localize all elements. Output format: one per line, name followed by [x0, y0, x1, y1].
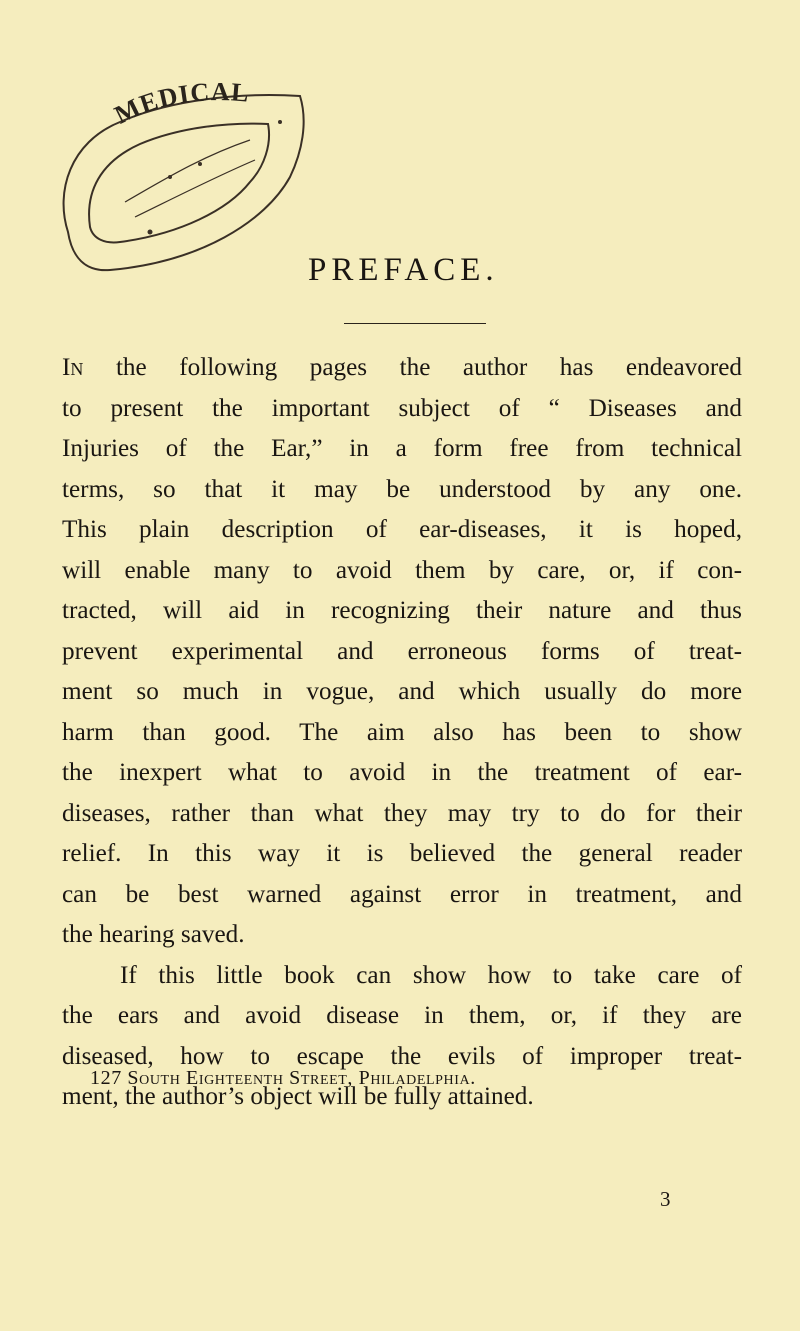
paragraph-1 [62, 348, 742, 956]
opening-word: In [62, 354, 84, 381]
paragraph-line: ment so much in vogue, and which usually do more [62, 678, 742, 705]
paragraph-line: can be best warned against error in treatment, and [62, 880, 742, 908]
paragraph-line: to present the important subject of “ Diseases and [62, 394, 742, 422]
paragraph-line: ment, the author’s object will be fully attained. [62, 1083, 534, 1110]
paragraph-line: the inexpert what to avoid in the treatment of ear- [62, 759, 742, 786]
library-stamp-icon [50, 82, 312, 282]
paragraph-line: will enable many to avoid them by care, or, if con- [62, 556, 742, 584]
paragraph-line: diseased, how to escape the evils of improper treat- [62, 1042, 742, 1070]
paragraph-line: Injuries of the Ear,” in a form free from technical [62, 435, 742, 462]
svg-text:MEDICAL [110, 82, 251, 130]
preface-body [62, 348, 742, 1118]
author-address: 127 South Eighteenth Street, Philadelphia. [90, 1067, 476, 1089]
paragraph-2 [62, 956, 742, 1118]
stamp-text: MEDICAL [109, 82, 251, 130]
paragraph-line: the hearing saved. [62, 921, 245, 948]
paragraph-line: the ears and avoid disease in them, or, if they are [62, 1002, 742, 1029]
paragraph-line: diseases, rather than what they may try to do for their [62, 799, 742, 827]
title-rule [344, 323, 486, 324]
paragraph-line: tracted, will aid in recognizing their nature and thus [62, 597, 742, 624]
paragraph-line: relief. In this way it is believed the general reader [62, 840, 742, 867]
paragraph-line: In the following pages the author has endeavored [62, 354, 742, 381]
paragraph-line: harm than good. The aim also has been to show [62, 718, 742, 746]
paragraph-line: If this little book can show how to take care of [120, 961, 742, 989]
page-number: 3 [660, 1187, 671, 1211]
paragraph-line: terms, so that it may be understood by any one. [62, 475, 742, 503]
paragraph-line: This plain description of ear-diseases, it is hoped, [62, 516, 742, 543]
page-title: PREFACE. [308, 252, 499, 288]
paragraph-line: prevent experimental and erroneous forms of treat- [62, 637, 742, 665]
